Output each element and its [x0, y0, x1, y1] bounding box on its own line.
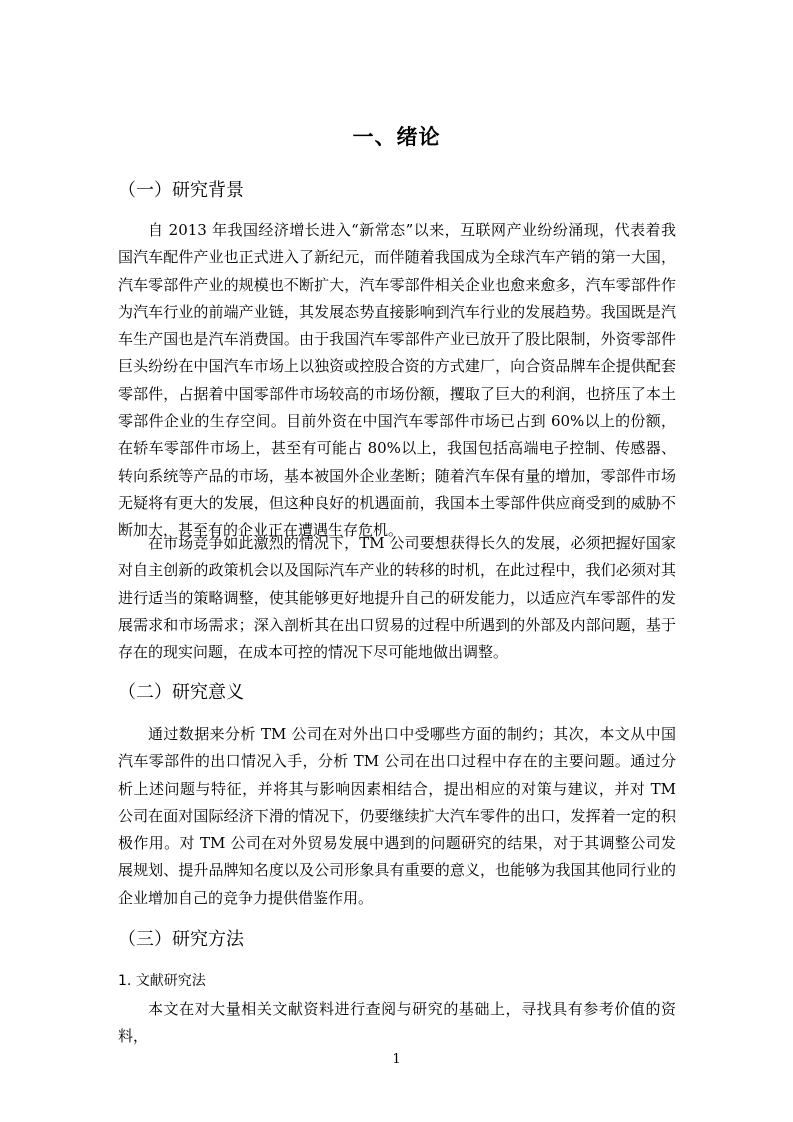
paragraph-literature: 本文在对大量相关文献资料进行查阅与研究的基础上，寻找具有参考价值的资料，	[118, 1000, 676, 1046]
section-heading-significance: （二）研究意义	[118, 682, 244, 703]
subsection-heading-literature: 1. 文献研究法	[118, 973, 206, 989]
paragraph-background-2: 在市场竞争如此激烈的情况下，TM 公司要想获得长久的发展，必须把握好国家对自主创新的政策机会以及国际汽车产业的转移的时机，在此过程中，我们必须对其进行适当的策略调整，使其能够更好地提升自己的研发能力，以适应汽车零部件的发展需求和市场需求；深入剖析其在出口贸易的过程中所遇到的外部及内部问题，基于存在的现实问题，在成本可控的情况下尽可能地做出调整。	[118, 534, 676, 662]
chapter-title: 一、绪论	[352, 125, 441, 149]
section-heading-background: （一）研究背景	[118, 180, 244, 201]
section-heading-methods: （三）研究方法	[118, 929, 244, 950]
paragraph-significance: 通过数据来分析 TM 公司在对外出口中受哪些方面的制约；其次，本文从中国汽车零部件的出口情况入手，分析 TM 公司在出口过程中存在的主要问题。通过分析上述问题与特征，并将其与影响因素相结合，提出相应的对策与建议，并对 TM 公司在面对国际经济下滑的情况下，仍要继续扩大汽车零件的出口，发挥着一定的积极作用。对 TM 公司在对外贸易发展中遇到的问题研究的结果，对于其调整公司发展规划、提升品牌知名度以及公司形象具有重要的意义，也能够为我国其他同行业的企业增加自己的竞争力提供借鉴作用。	[118, 725, 676, 907]
page-number: 1	[392, 1052, 401, 1067]
paragraph-background-1: 自 2013 年我国经济增长进入“新常态”以来，互联网产业纷纷涌现，代表着我国汽车配件产业也正式进入了新纪元，而伴随着我国成为全球汽车产销的第一大国，汽车零部件产业的规模也不断扩大，汽车零部件相关企业也愈来愈多，汽车零部件作为汽车行业的前端产业链，其发展态势直接影响到汽车行业的发展趋势。我国既是汽车生产国也是汽车消费国。由于我国汽车零部件产业已放开了股比限制，外资零部件巨头纷纷在中国汽车市场上以独资或控股合资的方式建厂，向合资品牌车企提供配套零部件，占据着中国零部件市场较高的市场份额，攫取了巨大的利润，也挤压了本土零部件企业的生存空间。目前外资在中国汽车零部件市场已占到 60%以上的份额，在轿车零部件市场上，甚至有可能占 80%以上，我国包括高端电子控制、传感器、转向系统等产品的市场，基本被国外企业垄断；随着汽车保有量的增加，零部件市场无疑将有更大的发展，但这种良好的机遇面前，我国本土零部件供应商受到的威胁不断加大，甚至有的企业正在遭遇生存危机。	[118, 221, 676, 540]
